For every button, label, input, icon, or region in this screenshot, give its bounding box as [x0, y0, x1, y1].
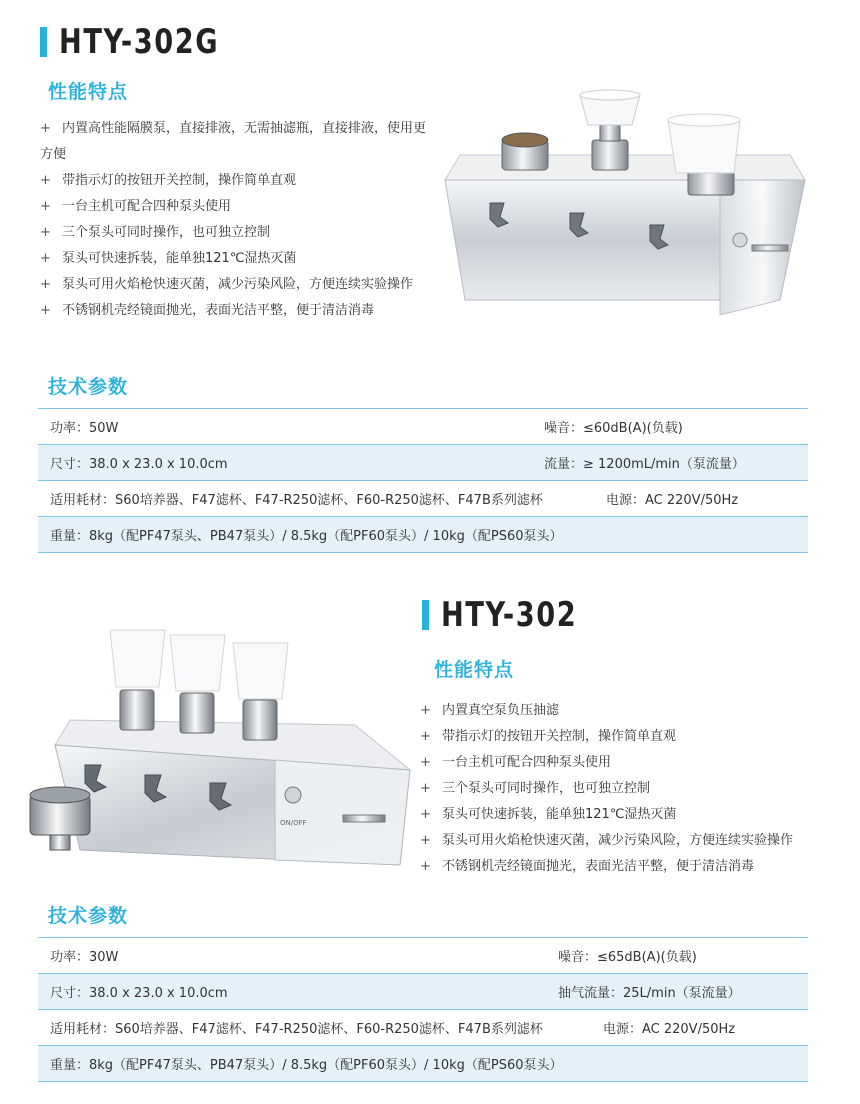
feature-item: + 一台主机可配合四种泵头使用: [40, 199, 232, 214]
spec-power-supply: 电源：AC 220V/50Hz: [603, 1022, 736, 1037]
spec-row: [38, 517, 808, 553]
spec-row: [38, 1010, 808, 1046]
spec-row: [38, 974, 808, 1010]
spec-air-flow: 抽气流量：25L/min（泵流量）: [558, 986, 741, 1001]
spec-table-2: [38, 937, 808, 1082]
feature-item: + 一台主机可配合四种泵头使用: [420, 755, 612, 770]
feature-item: + 不锈钢机壳经镜面抛光，表面光洁平整，便于清洁消毒: [420, 859, 755, 874]
features-heading: 性能特点: [434, 659, 515, 681]
spec-power-supply: 电源：AC 220V/50Hz: [606, 493, 739, 508]
spec-flow: 流量：≥ 1200mL/min（泵流量）: [544, 457, 745, 472]
spec-consumables: 适用耗材：S60培养器、F47滤杯、F47-R250滤杯、F60-R250滤杯、F47B系列滤杯: [50, 493, 543, 508]
spec-consumables: 适用耗材：S60培养器、F47滤杯、F47-R250滤杯、F60-R250滤杯、F47B系列滤杯: [50, 1022, 543, 1037]
feature-item: + 内置高性能隔膜泵，直接排液，无需抽滤瓶，直接排液，使用更方便: [40, 121, 427, 162]
feature-item: + 不锈钢机壳经镜面抛光，表面光洁平整，便于清洁消毒: [40, 303, 375, 318]
product-image-hty302: [25, 625, 415, 890]
spec-row: [38, 409, 808, 445]
title-accent-bar: [40, 27, 47, 57]
feature-item: + 带指示灯的按钮开关控制，操作简单直观: [420, 729, 677, 744]
feature-item: + 泵头可用火焰枪快速灭菌，减少污染风险，方便连续实验操作: [40, 277, 414, 292]
specs-heading: 技术参数: [48, 376, 129, 398]
spec-weight: 重量：8kg（配PF47泵头、PB47泵头）/ 8.5kg（配PF60泵头）/ 10kg（配PS60泵头）: [50, 529, 563, 544]
spec-row: [38, 481, 808, 517]
product-image-hty302g: [440, 85, 815, 320]
feature-item: + 三个泵头可同时操作，也可独立控制: [40, 225, 271, 240]
feature-item: + 内置真空泵负压抽滤: [420, 703, 560, 718]
spec-noise: 噪音：≤65dB(A)(负载): [558, 950, 697, 965]
model-name: HTY-302G: [59, 22, 220, 62]
spec-row: [38, 938, 808, 974]
spec-size: 尺寸：38.0 x 23.0 x 10.0cm: [50, 986, 228, 1001]
onoff-label: ON/OFF: [280, 819, 307, 827]
title-accent-bar: [422, 600, 429, 630]
features-heading: 性能特点: [48, 81, 129, 103]
specs-heading: 技术参数: [48, 905, 129, 927]
feature-item: + 泵头可快速拆装，能单独121℃湿热灭菌: [420, 807, 677, 822]
feature-item: + 泵头可用火焰枪快速灭菌，减少污染风险，方便连续实验操作: [420, 833, 794, 848]
features-list-2: [420, 698, 815, 880]
feature-item: + 泵头可快速拆装，能单独121℃湿热灭菌: [40, 251, 297, 266]
spec-weight: 重量：8kg（配PF47泵头、PB47泵头）/ 8.5kg（配PF60泵头）/ 10kg（配PS60泵头）: [50, 1058, 563, 1073]
spec-table-1: [38, 408, 808, 553]
feature-item: + 三个泵头可同时操作，也可独立控制: [420, 781, 651, 796]
model-title-2: [422, 595, 611, 635]
spec-noise: 噪音：≤60dB(A)(负载): [544, 421, 683, 436]
spec-row: [38, 1046, 808, 1082]
model-name: HTY-302: [441, 595, 578, 635]
features-list-1: [40, 116, 430, 324]
model-title-1: [40, 22, 259, 62]
spec-power: 功率：50W: [50, 421, 119, 436]
spec-row: [38, 445, 808, 481]
spec-size: 尺寸：38.0 x 23.0 x 10.0cm: [50, 457, 228, 472]
spec-power: 功率：30W: [50, 950, 119, 965]
feature-item: + 带指示灯的按钮开关控制，操作简单直观: [40, 173, 297, 188]
